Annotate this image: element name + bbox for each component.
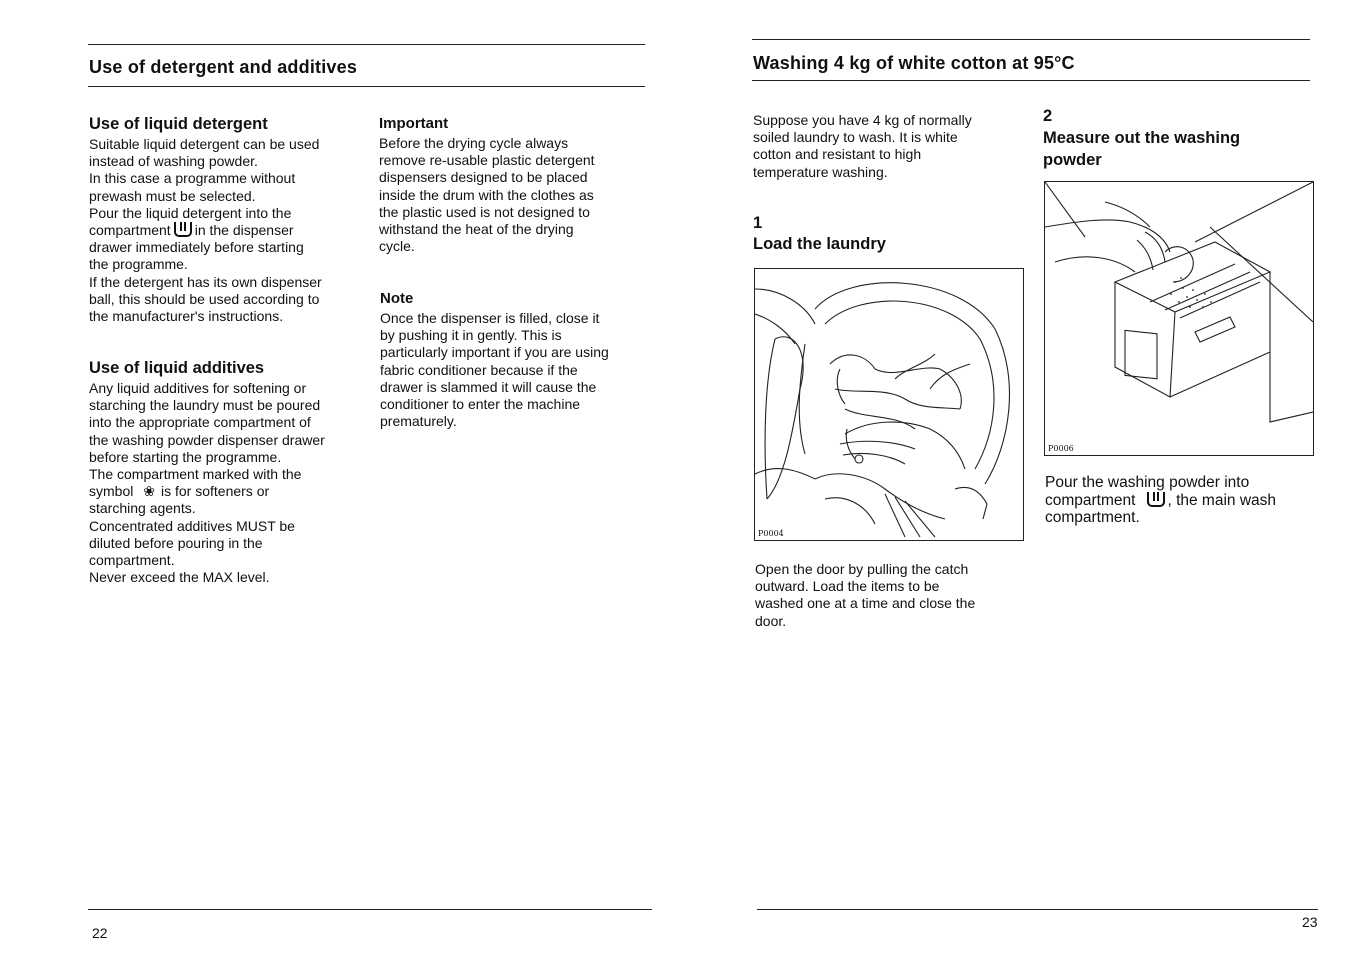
text-line: Never exceed the MAX level. [89,569,270,586]
text-line: particularly important if you are using [380,344,609,361]
text-line: before starting the programme. [89,448,282,465]
text-line-with-icon [1045,492,1335,510]
text-line: soiled laundry to wash. It is white [753,129,958,146]
note-heading: Note [380,290,414,307]
text-line: by pushing it in gently. This is [380,327,562,344]
load-laundry-illustration [754,268,1024,541]
text-line: Suppose you have 4 kg of normally [753,112,972,128]
text-line: the plastic used is not designed to [379,203,590,220]
text-line: outward. Load the items to be [755,578,940,595]
text-line: inside the drum with the clothes as [379,186,594,203]
heading-line: powder [1043,151,1102,169]
note-section [380,290,650,430]
compartment-word: compartment [1045,491,1136,509]
text-line-with-icon [89,483,369,500]
step1-number: 1 [753,214,763,232]
intro-paragraph [753,112,1023,181]
caption-rest: , the main wash [1167,491,1277,509]
liquid-additives-section [89,359,369,586]
important-heading: Important [379,115,449,132]
step2-heading [1043,127,1240,171]
step1-heading: Load the laundry [753,235,886,253]
step2-caption [1045,474,1335,527]
text-line: cotton and resistant to high [753,146,922,163]
symbol-line-rest: is for softeners or [160,483,270,500]
text-line: remove re-usable plastic detergent [379,152,595,169]
liquid-detergent-section [89,115,369,325]
left-header-bottom-rule [88,86,645,87]
figure-code-p0004: P0004 [758,529,784,538]
text-line: Open the door by pulling the catch [755,561,969,577]
right-header-top-rule [752,39,1310,40]
washing-drum-hands-drawing [755,269,1023,540]
text-line: into the appropriate compartment of [89,414,311,431]
text-line: the programme. [89,256,188,273]
liquid-additives-heading: Use of liquid additives [89,359,265,377]
liquid-detergent-body [89,136,369,325]
step2-number: 2 [1043,107,1053,125]
text-line: Once the dispenser is filled, close it [380,310,600,326]
right-page-title: Washing 4 kg of white cotton at 95°C [753,53,1075,73]
compartment-word: compartment [89,222,171,239]
text-line: If the detergent has its own dispenser [89,273,322,290]
text-line: Pour the liquid detergent into the [89,204,292,221]
right-page-number: 23 [1302,914,1318,930]
text-line-with-icon [89,222,369,239]
text-line: the washing powder dispenser drawer [89,431,325,448]
text-line: temperature washing. [753,163,888,180]
left-page-title: Use of detergent and additives [89,57,358,77]
dispenser-drawer-drawing [1045,182,1313,455]
text-line: cycle. [379,238,415,255]
text-line: washed one at a time and close the [755,595,976,612]
text-line: drawer is slammed it will cause the [380,378,597,395]
text-line: door. [755,612,787,629]
text-line: Pour the washing powder into [1045,474,1250,491]
left-header-top-rule [88,44,645,45]
right-header-bottom-rule [752,80,1310,81]
softener-flower-icon: ❀ [143,483,155,500]
left-footer-rule [88,909,652,910]
important-section [379,115,649,255]
text-line: the manufacturer's instructions. [89,308,284,325]
text-line: fabric conditioner because if the [380,361,578,378]
text-line: ball, this should be used according to [89,290,320,307]
text-line: instead of washing powder. [89,153,258,170]
figure-code-p0006: P0006 [1048,444,1074,453]
text-line: starching the laundry must be poured [89,397,321,414]
text-line: drawer immediately before starting [89,239,304,256]
text-line: prematurely. [380,413,457,430]
main-wash-compartment-icon [174,222,192,237]
text-line: withstand the heat of the drying [379,221,574,238]
text-line: Before the drying cycle always [379,135,569,151]
text-line: Concentrated additives MUST be [89,517,295,534]
left-page-number: 22 [92,925,108,941]
text-line: prewash must be selected. [89,187,256,204]
symbol-word: symbol [89,483,134,500]
text-line: The compartment marked with the [89,466,302,483]
text-line: Any liquid additives for softening or [89,380,307,396]
liquid-detergent-heading: Use of liquid detergent [89,115,268,133]
text-line: diluted before pouring in the [89,534,263,551]
right-footer-rule [757,909,1318,910]
heading-line: Measure out the washing [1043,129,1241,147]
measure-powder-illustration [1044,181,1314,456]
text-line: Suitable liquid detergent can be used [89,136,320,152]
text-line: compartment. [1045,509,1140,526]
note-body [380,310,650,430]
text-line: dispensers designed to be placed [379,169,588,186]
text-line: conditioner to enter the machine [380,396,581,413]
compartment-line-rest: in the dispenser [194,222,294,239]
main-wash-compartment-icon [1147,492,1165,507]
important-body [379,135,649,255]
text-line: In this case a programme without [89,170,296,187]
text-line: starching agents. [89,500,196,517]
text-line: compartment. [89,552,175,569]
liquid-additives-body [89,380,369,586]
step1-caption [755,561,1025,630]
